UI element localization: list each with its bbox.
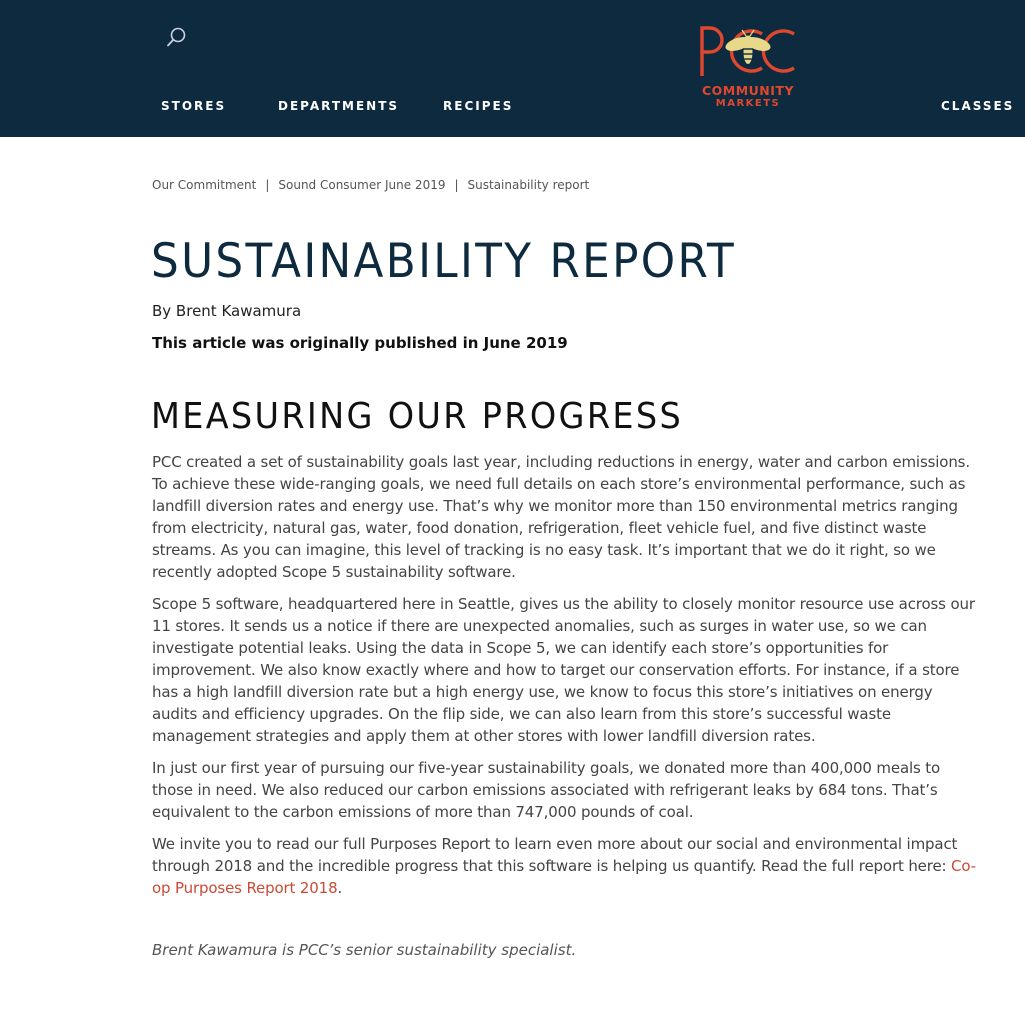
breadcrumb-separator: |: [454, 178, 459, 192]
site-header: [0, 0, 1025, 137]
publication-note: This article was originally published in June 2019: [152, 334, 568, 352]
article-paragraph: PCC created a set of sustainability goals last year, including reductions in energy, water and carbon emissions. To achieve these wide-ranging goals, we need full details on each store’s environmental performance, such as landfill diversion rates and energy use. That’s why we monitor more than 150 environmental metrics ranging from electricity, natural gas, water, food donation, refrigeration, fleet vehicle fuel, and five distinct waste streams. As you can imagine, this level of tracking is no easy task. It’s important that we do it right, so we recently adopted Scope 5 sustainability software.: [152, 453, 970, 581]
article-paragraph: Scope 5 software, headquartered here in Seattle, gives us the ability to closely monitor resource use across our 11 stores. It sends us a notice if there are unexpected anomalies, such as surges in water use, so we can investigate potential leaks. Using the data in Scope 5, we can identify each store’s opportunities for improvement. We also know exactly where and how to target our conservation efforts. For instance, if a store has a high landfill diversion rate but a high energy use, we know to focus this store’s initiatives on energy audits and efficiency upgrades. On the flip side, we can also learn from this store’s successful waste management strategies and apply them at other stores with lower landfill diversion rates.: [152, 595, 975, 745]
breadcrumb-sound-consumer[interactable]: Sound Consumer June 2019: [278, 178, 446, 192]
byline: By Brent Kawamura: [152, 302, 302, 320]
page-title: SUSTAINABILITY REPORT: [151, 234, 737, 289]
pcc-logo[interactable]: [696, 22, 800, 114]
nav-classes[interactable]: CLASSES: [941, 99, 1015, 113]
breadcrumb-separator: |: [265, 178, 270, 192]
nav-departments[interactable]: DEPARTMENTS: [278, 99, 400, 113]
logo-community-text: COMMUNITY: [701, 83, 795, 98]
nav-recipes[interactable]: RECIPES: [443, 99, 514, 113]
breadcrumb-our-commitment[interactable]: Our Commitment: [152, 178, 257, 192]
author-note: Brent Kawamura is PCC’s senior sustainability specialist.: [152, 941, 577, 959]
article-paragraph-final: [152, 833, 978, 899]
breadcrumb: [152, 178, 589, 192]
search-icon[interactable]: [166, 26, 188, 48]
section-title: MEASURING OUR PROGRESS: [151, 396, 684, 437]
final-paragraph-text: We invite you to read our full Purposes Report to learn even more about our social and environmental impact through 2018 and the incredible progress that this software is helping us quantify. Read the full report here:: [152, 835, 958, 875]
final-paragraph-period: .: [337, 879, 343, 897]
pcc-logo-mark: [696, 22, 800, 78]
nav-stores[interactable]: STORES: [161, 99, 227, 113]
logo-markets-text: MARKETS: [715, 98, 781, 109]
purposes-report-link[interactable]: Co-op Purposes Report 2018: [152, 857, 976, 897]
breadcrumb-current: Sustainability report: [467, 178, 590, 192]
article-paragraph: In just our first year of pursuing our five-year sustainability goals, we donated more than 400,000 meals to those in need. We also reduced our carbon emissions associated with refrigerant leaks by 684 tons. That’s equivalent to the carbon emissions of more than 747,000 pounds of coal.: [152, 759, 941, 821]
